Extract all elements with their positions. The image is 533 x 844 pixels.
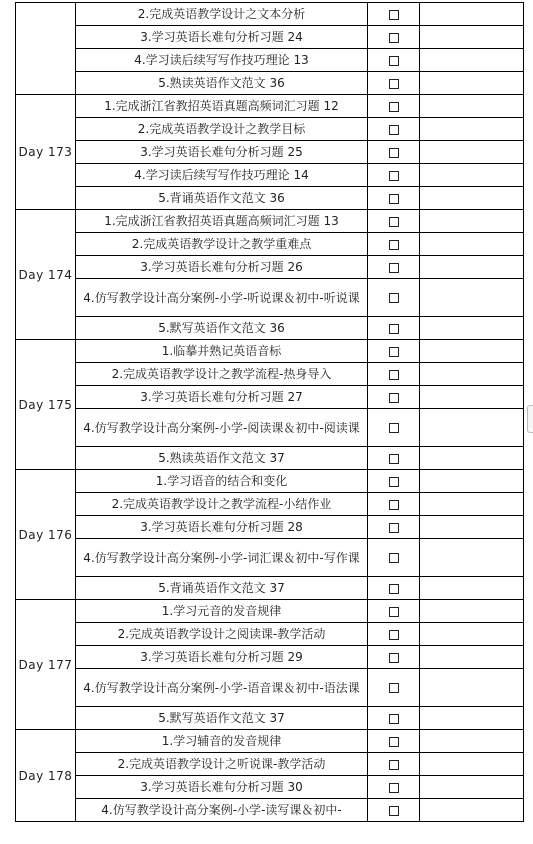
checkbox-cell[interactable] <box>368 141 420 164</box>
notes-cell[interactable] <box>420 317 524 340</box>
table-row <box>16 340 524 363</box>
table-row <box>16 577 524 600</box>
task-cell <box>76 340 368 363</box>
checkbox-icon[interactable] <box>389 477 399 487</box>
task-text: 3.学习英语长难句分析习题 26 <box>140 260 303 274</box>
table-row <box>16 26 524 49</box>
checkbox-icon[interactable] <box>389 240 399 250</box>
checkbox-cell[interactable] <box>368 493 420 516</box>
table-row <box>16 164 524 187</box>
checkbox-icon[interactable] <box>389 370 399 380</box>
checkbox-cell[interactable] <box>368 539 420 577</box>
task-cell <box>76 279 368 317</box>
task-cell <box>76 233 368 256</box>
checkbox-cell[interactable] <box>368 600 420 623</box>
checkbox-cell[interactable] <box>368 799 420 822</box>
notes-cell[interactable] <box>420 776 524 799</box>
checkbox-icon[interactable] <box>389 806 399 816</box>
task-text: 1.学习语音的结合和变化 <box>155 474 288 488</box>
table-row <box>16 141 524 164</box>
checkbox-cell[interactable] <box>368 210 420 233</box>
notes-cell[interactable] <box>420 72 524 95</box>
table-row <box>16 646 524 669</box>
task-text: 1.完成浙江省教招英语真题高频词汇习题 13 <box>104 214 339 228</box>
task-text: 1.临摹并熟记英语音标 <box>161 344 282 358</box>
checkbox-cell[interactable] <box>368 447 420 470</box>
notes-cell[interactable] <box>420 118 524 141</box>
task-cell <box>76 49 368 72</box>
checkbox-icon[interactable] <box>389 56 399 66</box>
task-text: 1.完成浙江省教招英语真题高频词汇习题 12 <box>104 99 339 113</box>
task-text: 5.默写英语作文范文 36 <box>158 321 285 335</box>
task-cell <box>76 141 368 164</box>
checkbox-icon[interactable] <box>389 79 399 89</box>
checkbox-cell[interactable] <box>368 669 420 707</box>
checkbox-cell[interactable] <box>368 707 420 730</box>
task-text: 2.完成英语教学设计之教学流程-小结作业 <box>111 497 332 511</box>
checkbox-icon[interactable] <box>389 33 399 43</box>
task-text: 2.完成英语教学设计之教学重难点 <box>131 237 312 251</box>
checkbox-cell[interactable] <box>368 386 420 409</box>
table-row <box>16 317 524 340</box>
checkbox-cell[interactable] <box>368 363 420 386</box>
task-cell <box>76 669 368 707</box>
table-row <box>16 386 524 409</box>
checkbox-cell[interactable] <box>368 646 420 669</box>
task-cell <box>76 646 368 669</box>
task-cell <box>76 799 368 822</box>
notes-cell[interactable] <box>420 669 524 707</box>
checkbox-cell[interactable] <box>368 776 420 799</box>
checkbox-icon[interactable] <box>389 553 399 563</box>
notes-cell[interactable] <box>420 447 524 470</box>
task-text: 1.学习辅音的发音规律 <box>161 734 282 748</box>
day-label: Day 173 <box>16 95 76 210</box>
day-label: Day 174 <box>16 210 76 340</box>
checkbox-icon[interactable] <box>389 347 399 357</box>
checkbox-cell[interactable] <box>368 95 420 118</box>
task-cell <box>76 118 368 141</box>
notes-cell[interactable] <box>420 707 524 730</box>
task-text: 3.学习英语长难句分析习题 29 <box>140 650 303 664</box>
table-row <box>16 707 524 730</box>
notes-cell[interactable] <box>420 187 524 210</box>
task-text: 4.仿写教学设计高分案例-小学-阅读课＆初中-阅读课 <box>83 420 360 435</box>
table-row <box>16 187 524 210</box>
table-row <box>16 118 524 141</box>
checkbox-cell[interactable] <box>368 340 420 363</box>
day-cell <box>16 3 76 95</box>
task-text: 5.默写英语作文范文 37 <box>158 711 285 725</box>
task-text: 2.完成英语教学设计之阅读课-教学活动 <box>117 627 326 641</box>
task-text: 5.背诵英语作文范文 37 <box>158 581 285 595</box>
table-row <box>16 493 524 516</box>
table-row <box>16 363 524 386</box>
task-cell <box>76 539 368 577</box>
task-cell <box>76 600 368 623</box>
table-row <box>16 210 524 233</box>
notes-cell[interactable] <box>420 164 524 187</box>
task-text: 4.学习读后续写写作技巧理论 13 <box>134 53 309 67</box>
table-row <box>16 3 524 26</box>
notes-cell[interactable] <box>420 363 524 386</box>
task-text: 4.仿写教学设计高分案例-小学-语音课＆初中-语法课 <box>83 680 360 695</box>
table-row <box>16 233 524 256</box>
task-cell <box>76 470 368 493</box>
checkbox-cell[interactable] <box>368 577 420 600</box>
task-text: 3.学习英语长难句分析习题 30 <box>140 780 303 794</box>
notes-cell[interactable] <box>420 516 524 539</box>
task-text: 5.熟读英语作文范文 37 <box>158 451 285 465</box>
table-row <box>16 409 524 447</box>
notes-cell[interactable] <box>420 340 524 363</box>
notes-cell[interactable] <box>420 470 524 493</box>
checkbox-icon[interactable] <box>389 324 399 334</box>
task-text: 2.完成英语教学设计之教学流程-热身导入 <box>111 367 332 381</box>
task-text: 4.仿写教学设计高分案例-小学-读写课＆初中- <box>101 803 342 817</box>
task-text: 2.完成英语教学设计之教学目标 <box>137 122 306 136</box>
task-text: 2.完成英语教学设计之听说课-教学活动 <box>117 757 326 771</box>
task-cell <box>76 72 368 95</box>
checkbox-icon[interactable] <box>389 125 399 135</box>
task-cell <box>76 516 368 539</box>
checkbox-icon[interactable] <box>389 500 399 510</box>
task-cell <box>76 386 368 409</box>
task-cell <box>76 409 368 447</box>
notes-cell[interactable] <box>420 279 524 317</box>
checkbox-cell[interactable] <box>368 730 420 753</box>
task-cell <box>76 164 368 187</box>
task-cell <box>76 256 368 279</box>
task-text: 3.学习英语长难句分析习题 24 <box>140 30 303 44</box>
table-row <box>16 49 524 72</box>
notes-cell[interactable] <box>420 3 524 26</box>
checkbox-cell[interactable] <box>368 72 420 95</box>
task-cell <box>76 447 368 470</box>
checkbox-icon[interactable] <box>389 393 399 403</box>
checkbox-icon[interactable] <box>389 454 399 464</box>
checkbox-icon[interactable] <box>389 584 399 594</box>
table-row <box>16 753 524 776</box>
checkbox-cell[interactable] <box>368 409 420 447</box>
table-row <box>16 799 524 822</box>
notes-cell[interactable] <box>420 256 524 279</box>
notes-cell[interactable] <box>420 539 524 577</box>
notes-cell[interactable] <box>420 26 524 49</box>
table-row <box>16 72 524 95</box>
checkbox-cell[interactable] <box>368 623 420 646</box>
task-cell <box>76 776 368 799</box>
table-row <box>16 776 524 799</box>
task-cell <box>76 753 368 776</box>
notes-cell[interactable] <box>420 493 524 516</box>
table-row <box>16 516 524 539</box>
checkbox-icon[interactable] <box>389 683 399 693</box>
task-cell <box>76 493 368 516</box>
table-row <box>16 95 524 118</box>
notes-cell[interactable] <box>420 233 524 256</box>
table-row <box>16 730 524 753</box>
checkbox-icon[interactable] <box>389 217 399 227</box>
day-label: Day 175 <box>16 340 76 470</box>
notes-cell[interactable] <box>420 600 524 623</box>
task-cell <box>76 623 368 646</box>
checkbox-icon[interactable] <box>389 171 399 181</box>
task-cell <box>76 707 368 730</box>
notes-cell[interactable] <box>420 95 524 118</box>
day-label: Day 177 <box>16 600 76 730</box>
study-plan-body <box>16 3 524 822</box>
checkbox-cell[interactable] <box>368 164 420 187</box>
notes-cell[interactable] <box>420 623 524 646</box>
checkbox-icon[interactable] <box>389 194 399 204</box>
study-plan-table <box>15 2 524 822</box>
checkbox-icon[interactable] <box>389 423 399 433</box>
task-cell <box>76 317 368 340</box>
task-text: 4.仿写教学设计高分案例-小学-词汇课＆初中-写作课 <box>83 550 360 565</box>
checkbox-icon[interactable] <box>389 714 399 724</box>
task-text: 4.学习读后续写写作技巧理论 14 <box>134 168 309 182</box>
checkbox-cell[interactable] <box>368 26 420 49</box>
checkbox-cell[interactable] <box>368 753 420 776</box>
notes-cell[interactable] <box>420 141 524 164</box>
table-row <box>16 539 524 577</box>
checkbox-icon[interactable] <box>389 293 399 303</box>
task-cell <box>76 210 368 233</box>
notes-cell[interactable] <box>420 730 524 753</box>
task-text: 2.完成英语教学设计之文本分析 <box>137 7 306 21</box>
table-row <box>16 600 524 623</box>
notes-cell[interactable] <box>420 753 524 776</box>
task-cell <box>76 730 368 753</box>
checkbox-icon[interactable] <box>389 607 399 617</box>
checkbox-icon[interactable] <box>389 263 399 273</box>
table-row <box>16 623 524 646</box>
checkbox-icon[interactable] <box>389 783 399 793</box>
checkbox-cell[interactable] <box>368 470 420 493</box>
checkbox-icon[interactable] <box>389 523 399 533</box>
task-cell <box>76 187 368 210</box>
notes-cell[interactable] <box>420 646 524 669</box>
checkbox-cell[interactable] <box>368 187 420 210</box>
checkbox-cell[interactable] <box>368 49 420 72</box>
task-cell <box>76 577 368 600</box>
task-text: 3.学习英语长难句分析习题 28 <box>140 520 303 534</box>
notes-cell[interactable] <box>420 210 524 233</box>
day-label: Day 178 <box>16 730 76 822</box>
task-text: 1.学习元音的发音规律 <box>161 604 282 618</box>
task-cell <box>76 26 368 49</box>
notes-cell[interactable] <box>420 799 524 822</box>
checkbox-cell[interactable] <box>368 3 420 26</box>
notes-cell[interactable] <box>420 386 524 409</box>
checkbox-icon[interactable] <box>389 760 399 770</box>
task-cell <box>76 95 368 118</box>
table-row <box>16 470 524 493</box>
checkbox-cell[interactable] <box>368 233 420 256</box>
notes-cell[interactable] <box>420 49 524 72</box>
task-text: 3.学习英语长难句分析习题 25 <box>140 145 303 159</box>
notes-cell[interactable] <box>420 409 524 447</box>
checkbox-cell[interactable] <box>368 279 420 317</box>
checkbox-cell[interactable] <box>368 516 420 539</box>
table-row <box>16 669 524 707</box>
table-row <box>16 256 524 279</box>
task-cell <box>76 3 368 26</box>
task-text: 5.背诵英语作文范文 36 <box>158 191 285 205</box>
day-label: Day 176 <box>16 470 76 600</box>
checkbox-cell[interactable] <box>368 118 420 141</box>
checkbox-cell[interactable] <box>368 317 420 340</box>
task-cell <box>76 363 368 386</box>
table-row <box>16 279 524 317</box>
checkbox-icon[interactable] <box>389 102 399 112</box>
checkbox-icon[interactable] <box>389 653 399 663</box>
checkbox-icon[interactable] <box>389 10 399 20</box>
task-text: 4.仿写教学设计高分案例-小学-听说课＆初中-听说课 <box>83 290 360 305</box>
side-scroll-handle[interactable] <box>527 405 533 433</box>
table-row <box>16 447 524 470</box>
checkbox-icon[interactable] <box>389 737 399 747</box>
checkbox-icon[interactable] <box>389 148 399 158</box>
task-text: 5.熟读英语作文范文 36 <box>158 76 285 90</box>
checkbox-icon[interactable] <box>389 630 399 640</box>
checkbox-cell[interactable] <box>368 256 420 279</box>
task-text: 3.学习英语长难句分析习题 27 <box>140 390 303 404</box>
notes-cell[interactable] <box>420 577 524 600</box>
